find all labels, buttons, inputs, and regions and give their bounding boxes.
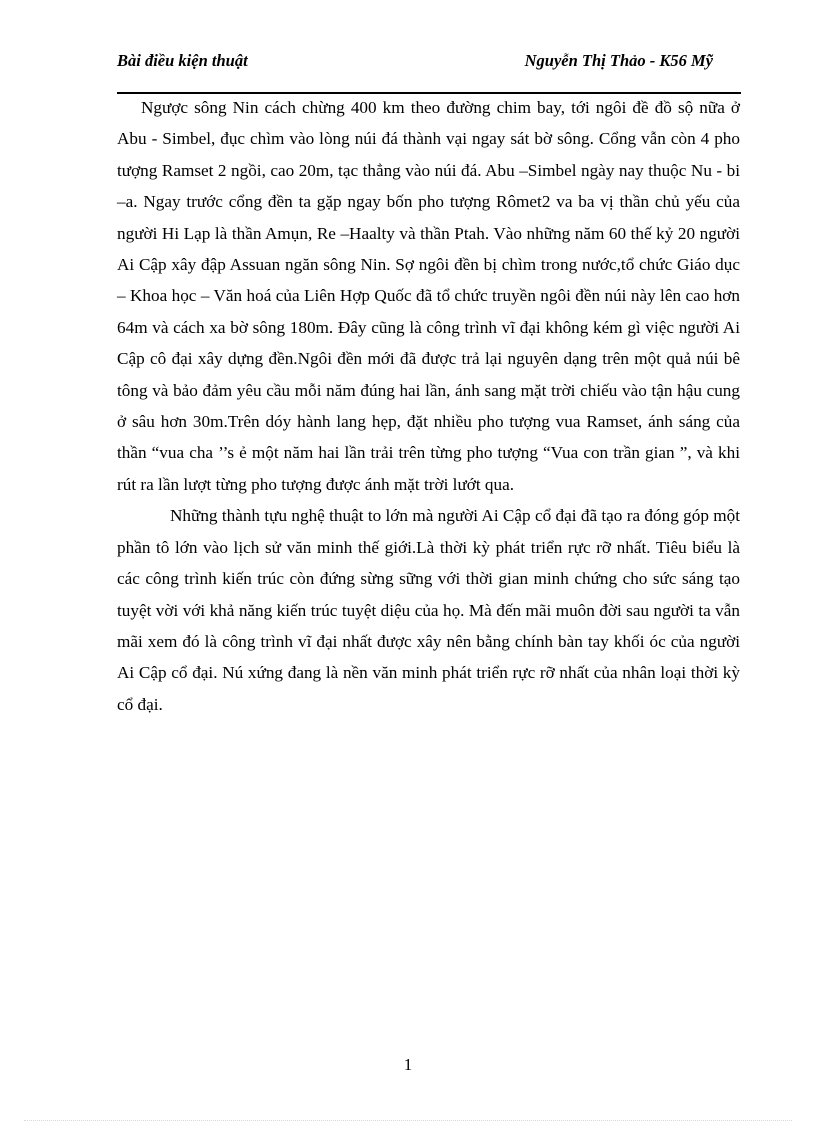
page-header [117, 50, 741, 94]
footer-divider [24, 1120, 792, 1121]
paragraph-abu-simbel: Ngược sông Nin cách chừng 400 km theo đường chim bay, tới ngôi đề đồ sộ nữa ở Abu - Simbel, đục chìm vào lòng núi đá thành vại ngay sát bờ sông. Cổng vẫn còn 4 pho tượng Ramset 2 ngồi, cao 20m, tạc thẳng vào núi đá. Abu –Simbel ngày nay thuộc Nu - bi –a. Ngay trước cổng đền ta gặp ngay bốn pho tượng Rômet2 va ba vị thần chủ yếu của người Hi Lạp là thần Amụn, Re –Haalty và thần Ptah. Vào những năm 60 thế kỷ 20 người Ai Cập xây đập Assuan ngăn sông Nin. Sợ ngôi đền bị chìm trong nước,tổ chức Giáo dục – Khoa học – Văn hoá của Liên Hợp Quốc đã tổ chức truyền ngôi đền núi này lên cao hơn 64m và cách xa bờ sông 180m. Đây cũng là công trình vĩ đại không kém gì việc người Ai Cập cô đại xây dựng đền.Ngôi đền mới đã được trả lại nguyên dạng trên một quả núi bê tông và bảo đảm yêu cầu mỗi năm đúng hai lần, ánh sang mặt trời chiếu vào tận hậu cung ở sâu hơn 30m.Trên dóy hành lang hẹp, đặt nhiều pho tượng vua Ramset, ánh sáng của thần “vua cha ’’s ẻ một năm hai lần trải trên từng pho tượng “Vua con trần gian ”, và khi rút ra lần lượt từng pho tượng được ánh mặt trời lướt qua. [117, 98, 740, 494]
paragraph-conclusion: Những thành tựu nghệ thuật to lớn mà người Ai Cập cổ đại đã tạo ra đóng góp một phần tô lớn vào lịch sử văn minh thế giới.Là thời kỳ phát triển rực rỡ nhất. Tiêu biểu là các công trình kiến trúc còn đứng sừng sững với thời gian minh chứng cho sức sáng tạo tuyệt vời với khả năng kiến trúc tuyệt diệu của họ. Mà đến mãi muôn đời sau người ta vẫn mãi xem đó là công trình vĩ đại nhất được xây nên bằng chính bàn tay khối óc của người Ai Cập cổ đại. Nú xứng đang là nền văn minh phát triển rực rỡ nhất của nhân loại thời kỳ cổ đại. [117, 506, 740, 714]
header-document-title: Bài điều kiện thuật [117, 51, 248, 70]
header-author-name: Nguyễn Thị Thảo - K56 Mỹ [524, 51, 713, 70]
page-number: 1 [403, 1055, 413, 1074]
document-body [117, 92, 740, 720]
